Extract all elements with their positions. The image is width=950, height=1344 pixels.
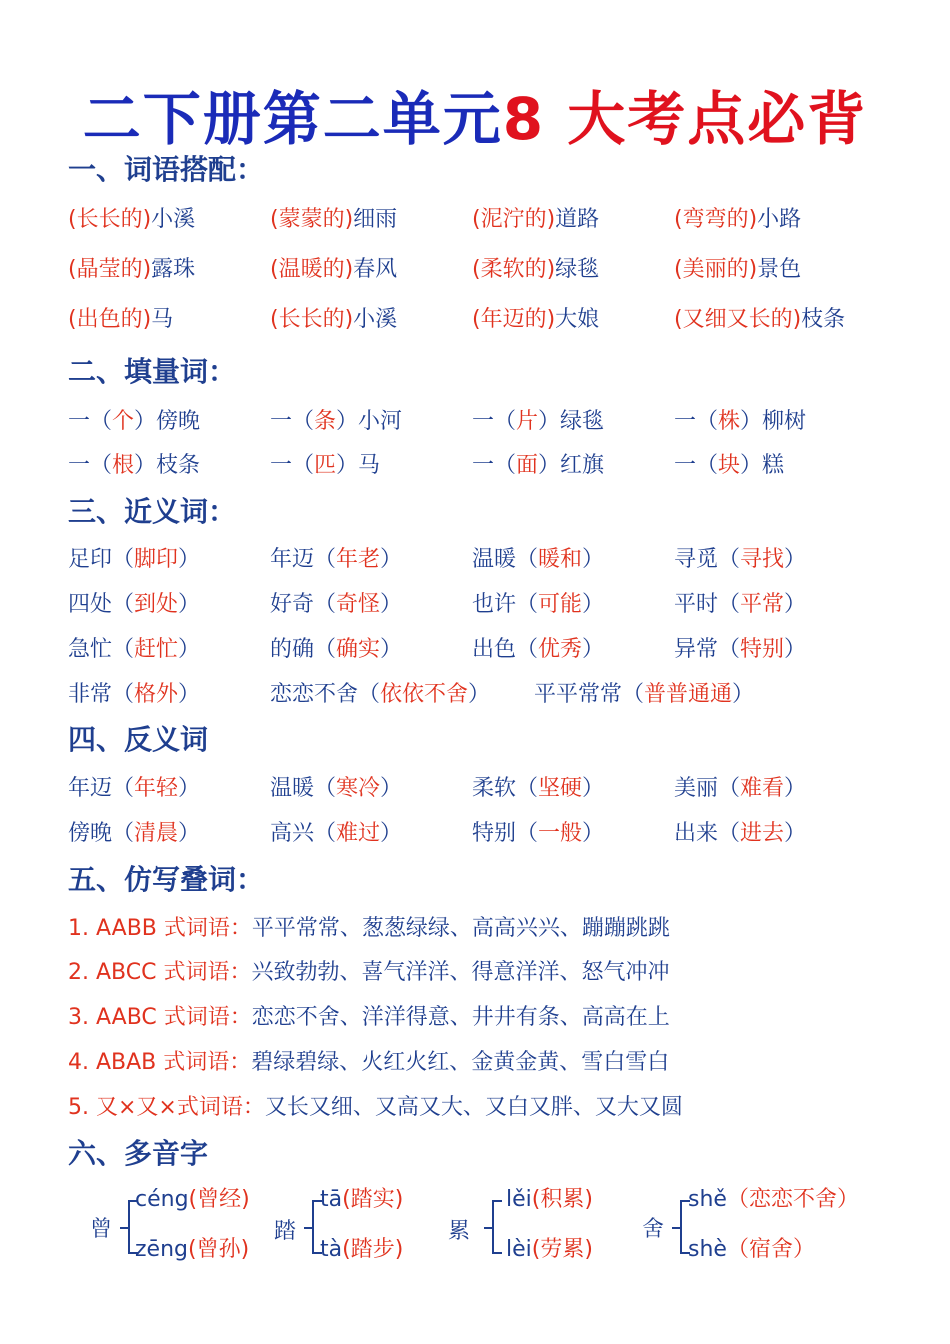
measure-word-row (0, 404, 950, 438)
antonym-item: 柔软（坚硬） (472, 776, 605, 801)
synonym-item: 温暖（暖和） (472, 547, 605, 572)
collocation-item: (晶莹的)露珠 (68, 257, 196, 282)
section-heading-reduplication: 五、仿写叠词： (68, 863, 265, 896)
polyphone-reading: céng(曾经) (135, 1187, 250, 1212)
collocation-item: (长长的)小溪 (270, 307, 398, 332)
polyphone-reading: tā(踏实) (320, 1187, 404, 1212)
polyphone-reading: lěi(积累) (506, 1187, 593, 1212)
polyphone-reading: shè（宿舍） (688, 1237, 815, 1262)
polyphone-reading: shě（恋恋不舍） (688, 1187, 859, 1212)
section-heading-polyphones: 六、多音字 (68, 1137, 209, 1170)
reduplication-item: 2. ABCC 式词语：兴致勃勃、喜气洋洋、得意洋洋、怒气冲冲 (68, 960, 670, 985)
measure-word-item: 一（根）枝条 (68, 453, 201, 478)
polyphone-reading: zēng(曾孙) (135, 1237, 250, 1262)
reduplication-item: 4. ABAB 式词语：碧绿碧绿、火红火红、金黄金黄、雪白雪白 (68, 1050, 670, 1075)
measure-word-row (0, 448, 950, 482)
collocation-item: (又细又长的)枝条 (674, 307, 846, 332)
title-part-1: 二下册第二单元 (82, 85, 503, 153)
synonym-item: 平平常常（普普通通） (534, 682, 755, 707)
collocation-item: (长长的)小溪 (68, 207, 196, 232)
synonym-item: 寻觅（寻找） (674, 547, 807, 572)
synonym-item: 的确（确实） (270, 637, 403, 662)
measure-word-item: 一（条）小河 (270, 409, 403, 434)
synonym-item: 急忙（赶忙） (68, 637, 201, 662)
collocation-item: (柔软的)绿毯 (472, 257, 600, 282)
collocation-item: (年迈的)大娘 (472, 307, 600, 332)
polyphone-char: 舍 (642, 1217, 665, 1242)
synonym-item: 足印（脚印） (68, 547, 201, 572)
antonym-item: 美丽（难看） (674, 776, 807, 801)
measure-word-item: 一（面）红旗 (472, 453, 605, 478)
reduplication-item: 3. AABC 式词语：恋恋不舍、洋洋得意、井井有条、高高在上 (68, 1005, 670, 1030)
synonym-row (0, 677, 950, 711)
polyphone-reading: lèi(劳累) (506, 1237, 593, 1262)
section-heading-collocation: 一、词语搭配： (68, 153, 265, 186)
measure-word-item: 一（块）糕 (674, 453, 785, 478)
antonym-item: 傍晚（清晨） (68, 821, 201, 846)
polyphone-char: 累 (448, 1219, 471, 1244)
collocation-item: (蒙蒙的)细雨 (270, 207, 398, 232)
synonym-item: 异常（特别） (674, 637, 807, 662)
measure-word-item: 一（株）柳树 (674, 409, 807, 434)
brace-icon (492, 1200, 502, 1254)
title-part-2: 8 大考点必背 (502, 85, 868, 153)
collocation-row (0, 302, 950, 336)
measure-word-item: 一（匹）马 (270, 453, 381, 478)
antonym-item: 出来（进去） (674, 821, 807, 846)
synonym-item: 出色（优秀） (472, 637, 605, 662)
synonym-item: 也许（可能） (472, 592, 605, 617)
collocation-item: (美丽的)景色 (674, 257, 802, 282)
polyphone-char: 曾 (90, 1217, 113, 1242)
synonym-item: 四处（到处） (68, 592, 201, 617)
antonym-row (0, 816, 950, 850)
page-title (0, 72, 950, 156)
collocation-row (0, 202, 950, 236)
reduplication-item: 1. AABB 式词语：平平常常、葱葱绿绿、高高兴兴、蹦蹦跳跳 (68, 916, 670, 941)
synonym-item: 好奇（奇怪） (270, 592, 403, 617)
collocation-item: (温暖的)春风 (270, 257, 398, 282)
synonym-row (0, 632, 950, 666)
polyphone-reading: tà(踏步) (320, 1237, 404, 1262)
antonym-item: 特别（一般） (472, 821, 605, 846)
antonym-item: 年迈（年轻） (68, 776, 201, 801)
synonym-item: 恋恋不舍（依依不舍） (270, 682, 491, 707)
section-heading-antonyms: 四、反义词 (68, 723, 209, 756)
synonym-item: 平时（平常） (674, 592, 807, 617)
synonym-row (0, 542, 950, 576)
synonym-item: 非常（格外） (68, 682, 201, 707)
synonym-item: 年迈（年老） (270, 547, 403, 572)
synonym-row (0, 587, 950, 621)
section-heading-measure-words: 二、填量词： (68, 355, 237, 388)
measure-word-item: 一（个）傍晚 (68, 409, 201, 434)
collocation-item: (弯弯的)小路 (674, 207, 802, 232)
polyphone-char: 踏 (274, 1219, 297, 1244)
section-heading-synonyms: 三、近义词： (68, 495, 237, 528)
antonym-item: 温暖（寒冷） (270, 776, 403, 801)
antonym-item: 高兴（难过） (270, 821, 403, 846)
collocation-item: (出色的)马 (68, 307, 174, 332)
collocation-row (0, 252, 950, 286)
measure-word-item: 一（片）绿毯 (472, 409, 605, 434)
antonym-row (0, 771, 950, 805)
collocation-item: (泥泞的)道路 (472, 207, 600, 232)
reduplication-item: 5. 又×又×式词语：又长又细、又高又大、又白又胖、又大又圆 (68, 1095, 683, 1120)
